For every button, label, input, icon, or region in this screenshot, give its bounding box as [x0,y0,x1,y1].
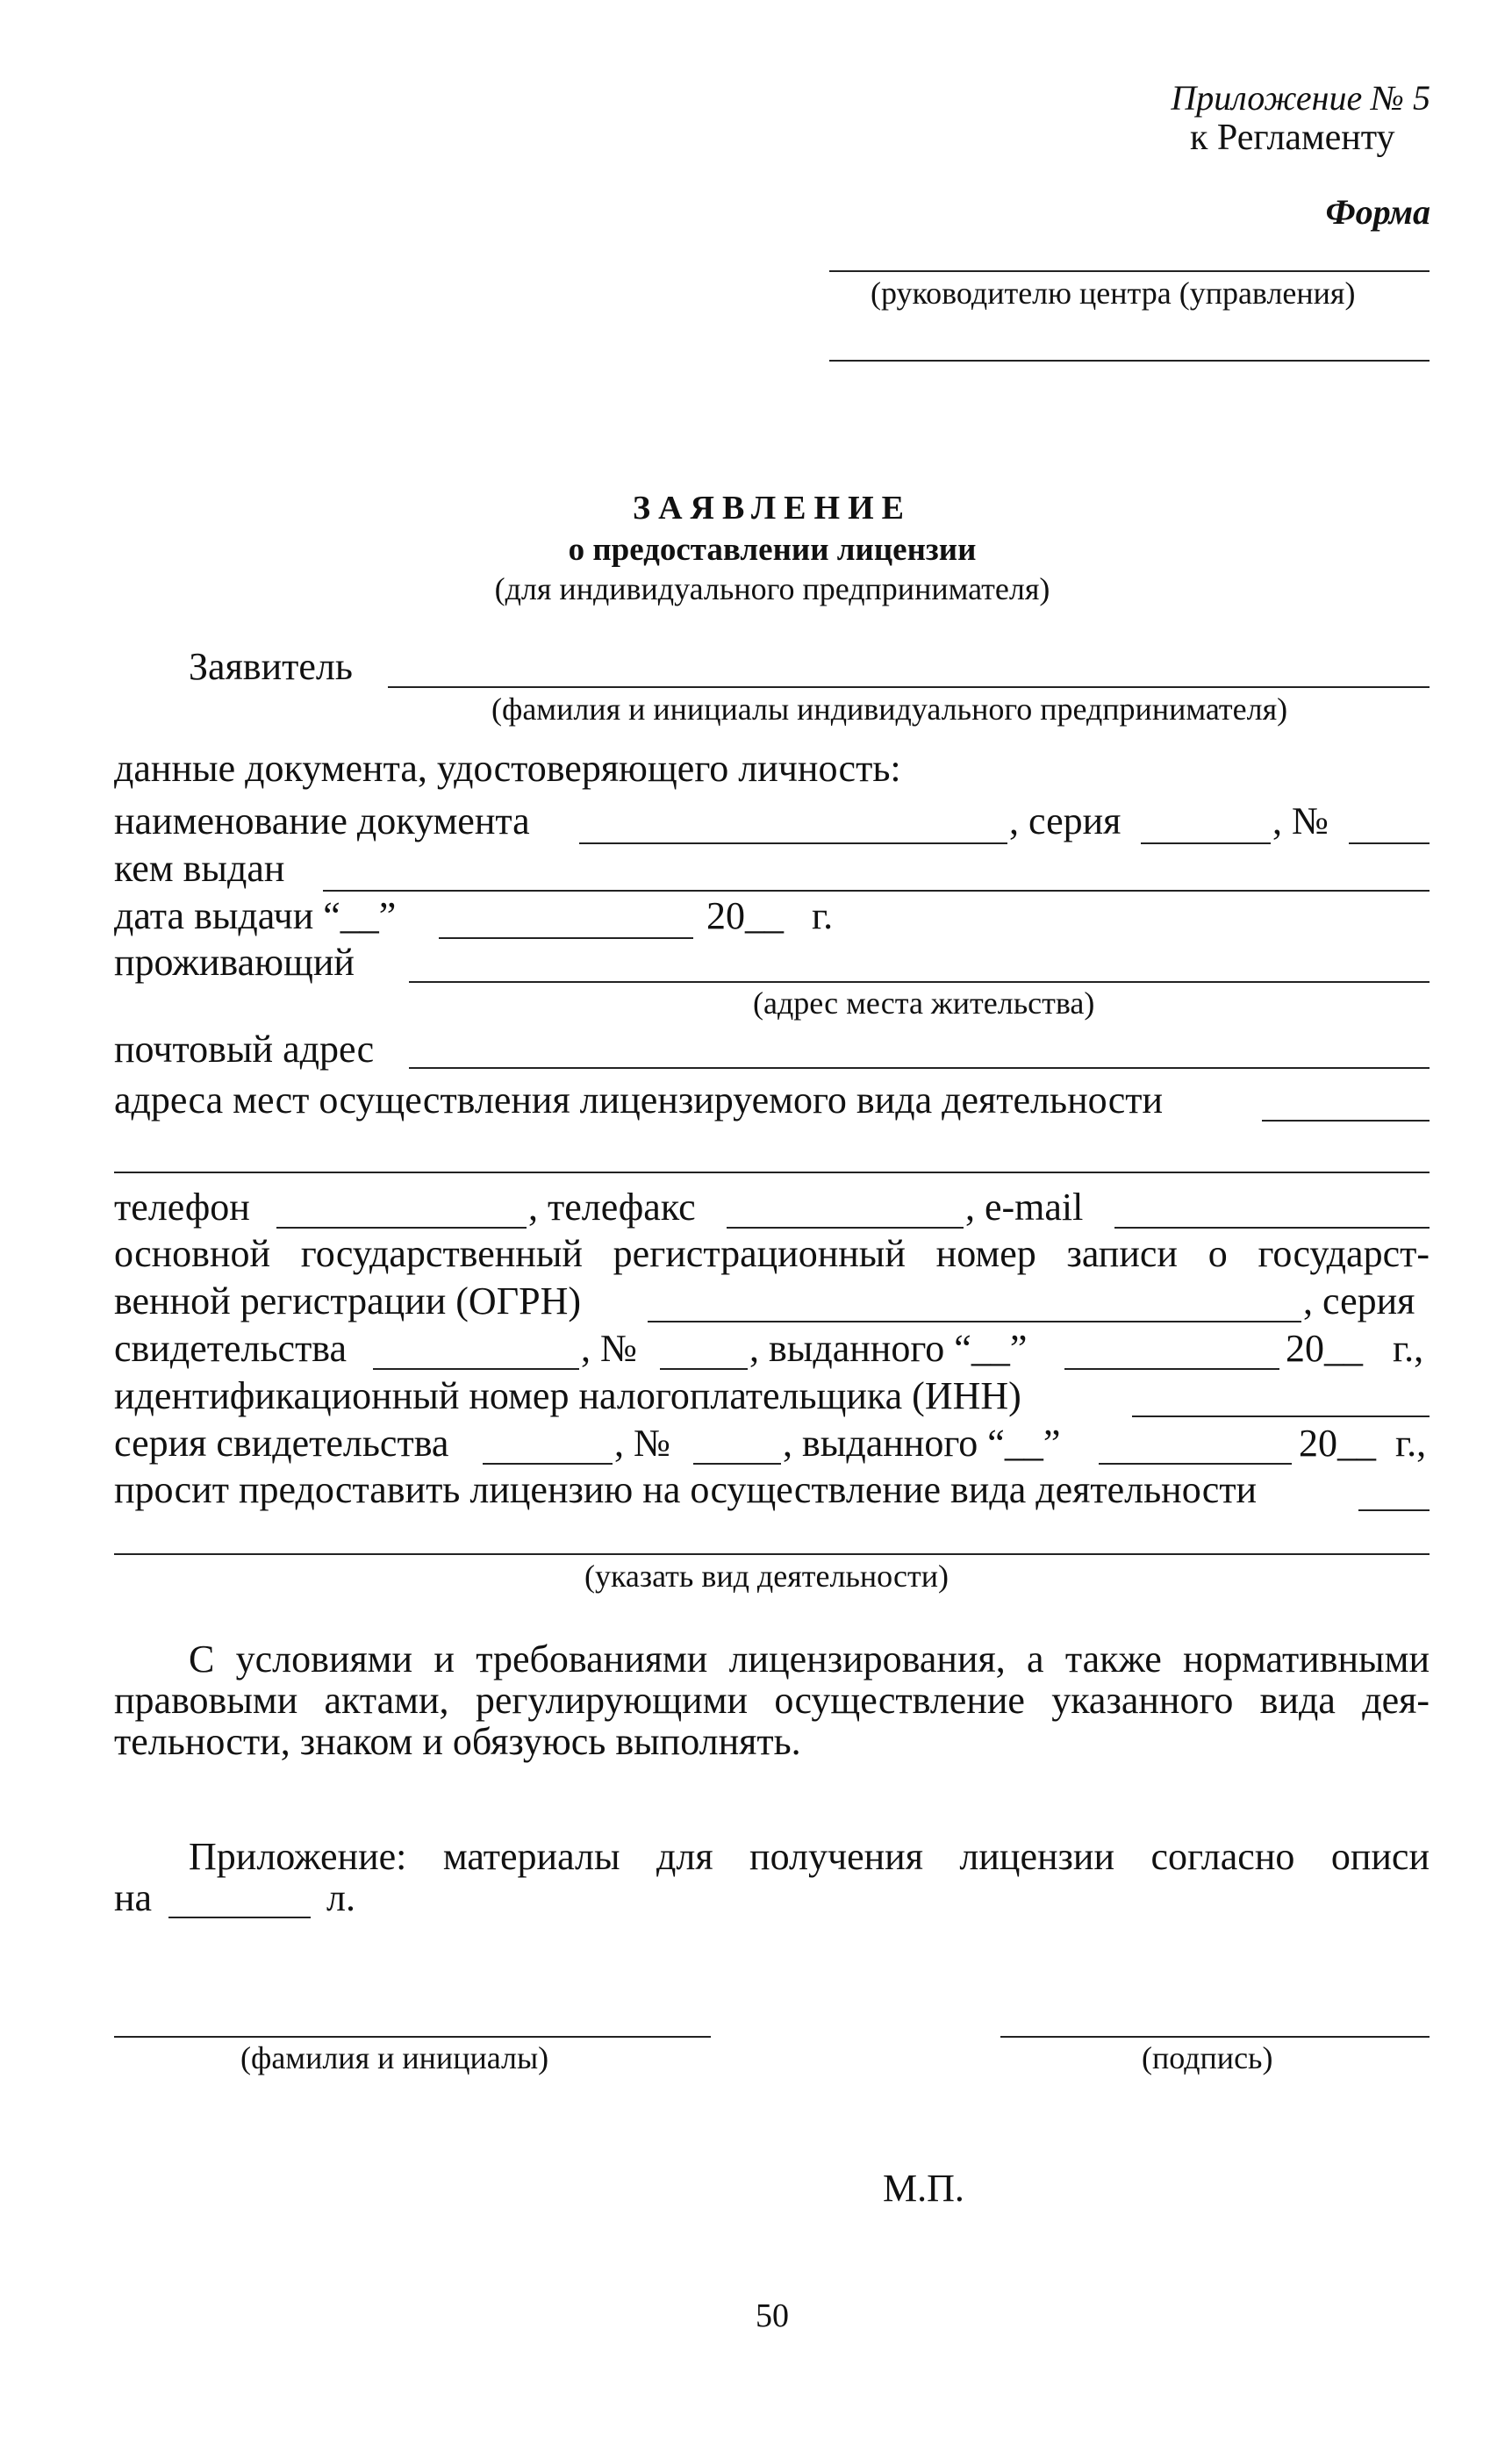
doc-series-input-line[interactable] [1141,842,1271,844]
postal-address-input-line[interactable] [409,1067,1430,1069]
page-number: 50 [756,2297,789,2334]
email-label: , e-mail [965,1186,1084,1229]
document-subtitle: о предоставлении лицензии [568,532,977,568]
activity-addresses-input-line-1[interactable] [1262,1120,1430,1122]
inn-cert-year-suffix: г., [1395,1422,1427,1465]
appendix-number: Приложение № 5 [1171,78,1430,118]
inn-cert-year-prefix: 20__ [1299,1422,1376,1465]
certificate-month-input-line[interactable] [1064,1368,1279,1370]
name-caption: (фамилия и инициалы) [240,2040,549,2075]
ogrn-text-line-1: основной государственный регистрационный номер записи о государст- [114,1232,1430,1275]
fax-label: , телефакс [528,1186,696,1229]
document-note: (для индивидуального предпринимателя) [494,571,1050,606]
attachment-prefix: на [114,1876,153,1919]
request-input-line-1[interactable] [1358,1509,1430,1511]
addressee-line-1[interactable] [829,270,1430,272]
conditions-text-line-3: тельности, знаком и обязуюсь выполнять. [114,1720,801,1763]
phone-label: телефон [114,1186,250,1229]
doc-number-input-line[interactable] [1349,842,1430,844]
postal-address-label: почтовый адрес [114,1028,375,1071]
certificate-label: свидетельства [114,1327,348,1370]
inn-input-line[interactable] [1132,1416,1430,1417]
stamp-place: М.П. [883,2167,964,2210]
id-document-header: данные документа, удостоверяющего личность: [114,747,901,790]
certificate-year-suffix: г., [1393,1327,1424,1370]
residing-input-line[interactable] [409,981,1430,983]
fax-input-line[interactable] [727,1227,964,1229]
attachment-suffix: л. [326,1876,355,1919]
doc-number-label: , № [1272,799,1329,842]
ogrn-input-line[interactable] [648,1321,1301,1322]
conditions-text-line-1: С условиями и требованиями лицензирования, а также нормативными [189,1638,1430,1681]
doc-name-label: наименование документа [114,799,530,842]
conditions-text-line-2: правовыми актами, регулирующими осуществление указанного вида дея- [114,1679,1430,1722]
regulation-reference: к Регламенту [1190,118,1395,158]
residing-label: проживающий [114,941,355,984]
inn-cert-series-input-line[interactable] [483,1463,613,1465]
addressee-line-2[interactable] [829,360,1430,362]
issued-by-label: кем выдан [114,847,285,890]
signature-caption: (подпись) [1142,2040,1273,2075]
request-input-line-2[interactable] [114,1553,1430,1555]
applicant-caption: (фамилия и инициалы индивидуального предпринимателя) [491,692,1288,727]
applicant-label: Заявитель [189,645,353,688]
addressee-caption: (руководителю центра (управления) [871,276,1356,311]
certificate-year-prefix: 20__ [1286,1327,1363,1370]
residing-caption: (адрес места жительства) [753,985,1095,1021]
phone-input-line[interactable] [276,1227,527,1229]
certificate-issued-label: , выданного “__” [749,1327,1028,1370]
issue-year-prefix: 20__ [706,894,784,937]
inn-cert-issued-label: , выданного “__” [783,1422,1061,1465]
signature-line[interactable] [1000,2036,1430,2038]
activity-addresses-label: адреса мест осуществления лицензируемого вида деятельности [114,1079,1164,1122]
doc-series-label: , серия [1009,799,1121,842]
applicant-input-line[interactable] [388,686,1430,688]
document-title: ЗАЯВЛЕНИЕ [633,490,912,527]
email-input-line[interactable] [1114,1227,1430,1229]
issue-date-label: дата выдачи “__” [114,894,397,937]
certificate-number-label: , № [581,1327,637,1370]
issue-year-suffix: г. [812,894,834,937]
inn-label: идентификационный номер налогоплательщика (ИНН) [114,1374,1021,1417]
inn-cert-month-input-line[interactable] [1099,1463,1292,1465]
inn-cert-number-label: , № [614,1422,670,1465]
name-signature-line[interactable] [114,2036,711,2038]
certificate-series-input-line[interactable] [373,1368,579,1370]
request-label: просит предоставить лицензию на осуществление вида деятельности [114,1468,1258,1511]
attachment-text-line-1: Приложение: материалы для получения лицензии согласно описи [189,1835,1430,1878]
inn-cert-number-input-line[interactable] [693,1463,781,1465]
activity-caption: (указать вид деятельности) [584,1559,949,1594]
issue-month-input-line[interactable] [439,937,693,939]
doc-name-input-line[interactable] [579,842,1007,844]
issued-by-input-line[interactable] [323,890,1430,892]
activity-addresses-input-line-2[interactable] [114,1172,1430,1173]
attachment-pages-input-line[interactable] [168,1917,311,1918]
form-label: Форма [1325,192,1430,232]
ogrn-series-label: , серия [1303,1279,1415,1322]
ogrn-label: венной регистрации (ОГРН) [114,1279,582,1322]
certificate-number-input-line[interactable] [660,1368,748,1370]
inn-cert-series-label: серия свидетельства [114,1422,449,1465]
